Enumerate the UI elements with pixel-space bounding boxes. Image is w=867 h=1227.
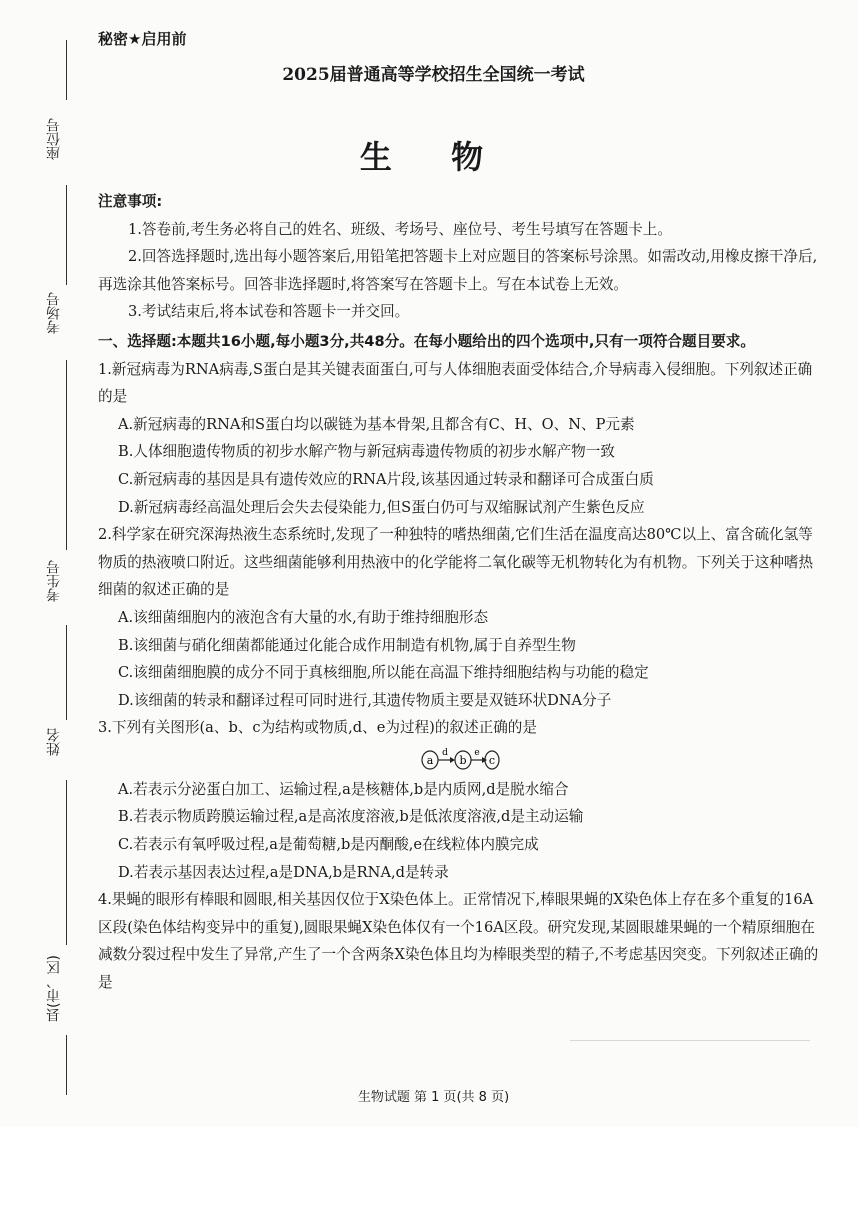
exam-content bbox=[98, 188, 822, 997]
question-stem: 4.果蝇的眼形有棒眼和圆眼,相关基因仅位于X染色体上。正常情况下,棒眼果蝇的X染色体上存在多个重复的16A区段(染色体结构变异中的重复),圆眼果蝇X染色体仅有一个16A区段。研究发现,某圆眼雄果蝇的一个精原细胞在减数分裂过程中发生了异常,产生了一个含两条X染色体且均为棒眼类型的精子,不考虑基因突变。下列叙述正确的是 bbox=[98, 891, 819, 992]
option-b: B.该细菌与硝化细菌都能通过化能合成作用制造有机物,属于自养型生物 bbox=[118, 636, 576, 654]
subject-title: 生 物 bbox=[359, 138, 508, 176]
candidate-number-label: 考生号 bbox=[46, 560, 62, 602]
binding-line bbox=[66, 360, 67, 550]
node-a-label: a bbox=[426, 753, 434, 767]
option-c: C.若表示有氧呼吸过程,a是葡萄糖,b是丙酮酸,e在线粒体内膜完成 bbox=[118, 836, 539, 854]
notice-item: 3.考试结束后,将本试卷和答题卡一并交回。 bbox=[128, 303, 410, 321]
question-2 bbox=[98, 521, 822, 714]
node-c-label: c bbox=[488, 753, 496, 767]
question-stem: 2.科学家在研究深海热液生态系统时,发现了一种独特的嗜热细菌,它们生活在温度高达80℃以上、富含硫化氢等物质的热液喷口附近。这些细菌能够利用热液中的化学能将二氧化碳等无机物转化为有机物。下列关于这种嗜热细菌的叙述正确的是 bbox=[98, 526, 814, 599]
option-a: A.该细菌细胞内的液泡含有大量的水,有助于维持细胞形态 bbox=[118, 608, 489, 626]
option-d: D.该细菌的转录和翻译过程可同时进行,其遗传物质主要是双链环状DNA分子 bbox=[118, 691, 612, 709]
county-label: 县(市、区) bbox=[46, 955, 62, 1022]
option-b: B.若表示物质跨膜运输过程,a是高浓度溶液,b是低浓度溶液,d是主动运输 bbox=[118, 808, 584, 826]
abc-flow-diagram bbox=[420, 745, 500, 773]
binding-line bbox=[66, 185, 67, 285]
notice-item: 1.答卷前,考生务必将自己的姓名、班级、考场号、座位号、考生号填写在答题卡上。 bbox=[128, 220, 672, 238]
exam-room-label: 考场号 bbox=[46, 292, 62, 334]
page-footer: 生物试题 第 1 页(共 8 页) bbox=[357, 1090, 510, 1105]
option-a: A.若表示分泌蛋白加工、运输过程,a是核糖体,b是内质网,d是脱水缩合 bbox=[118, 780, 569, 798]
confidential-label: 秘密★启用前 bbox=[98, 30, 187, 48]
option-d: D.若表示基因表达过程,a是DNA,b是RNA,d是转录 bbox=[118, 863, 449, 881]
option-d: D.新冠病毒经高温处理后会失去侵染能力,但S蛋白仍可与双缩脲试剂产生紫色反应 bbox=[118, 498, 645, 516]
process-diagram bbox=[98, 742, 822, 776]
notice-title: 注意事项: bbox=[98, 193, 163, 210]
question-4 bbox=[98, 886, 822, 996]
exam-title: 2025届普通高等学校招生全国统一考试 bbox=[282, 65, 585, 85]
question-stem: 3.下列有关图形(a、b、c为结构或物质,d、e为过程)的叙述正确的是 bbox=[98, 719, 537, 737]
option-a: A.新冠病毒的RNA和S蛋白均以碳链为基本骨架,且都含有C、H、O、N、P元素 bbox=[118, 415, 635, 433]
name-label: 姓名 bbox=[46, 728, 62, 756]
node-b-label: b bbox=[459, 753, 467, 767]
seat-number-label: 座位号 bbox=[46, 118, 62, 160]
option-c: C.该细菌细胞膜的成分不同于真核细胞,所以能在高温下维持细胞结构与功能的稳定 bbox=[118, 664, 649, 682]
arrow-e-label: e bbox=[474, 747, 480, 758]
arrow-d-label: d bbox=[442, 747, 448, 758]
question-stem: 1.新冠病毒为RNA病毒,S蛋白是其关键表面蛋白,可与人体细胞表面受体结合,介导病毒入侵细胞。下列叙述正确的是 bbox=[98, 360, 813, 406]
arrowhead-d bbox=[450, 757, 455, 763]
bleed-through-line bbox=[570, 1040, 810, 1041]
notice-item: 2.回答选择题时,选出每小题答案后,用铅笔把答题卡上对应题目的答案标号涂黑。如需改动,用橡皮擦干净后,再选涂其他答案标号。回答非选择题时,将答案写在答题卡上。写在本试卷上无效。 bbox=[98, 248, 818, 293]
binding-line bbox=[66, 625, 67, 720]
section-heading: 一、选择题:本题共16小题,每小题3分,共48分。在每小题给出的四个选项中,只有一项符合题目要求。 bbox=[98, 332, 755, 350]
question-3 bbox=[98, 714, 822, 886]
binding-line bbox=[66, 780, 67, 945]
question-1 bbox=[98, 356, 822, 522]
option-b: B.人体细胞遗传物质的初步水解产物与新冠病毒遗传物质的初步水解产物一致 bbox=[118, 443, 615, 461]
option-c: C.新冠病毒的基因是具有遗传效应的RNA片段,该基因通过转录和翻译可合成蛋白质 bbox=[118, 470, 654, 488]
